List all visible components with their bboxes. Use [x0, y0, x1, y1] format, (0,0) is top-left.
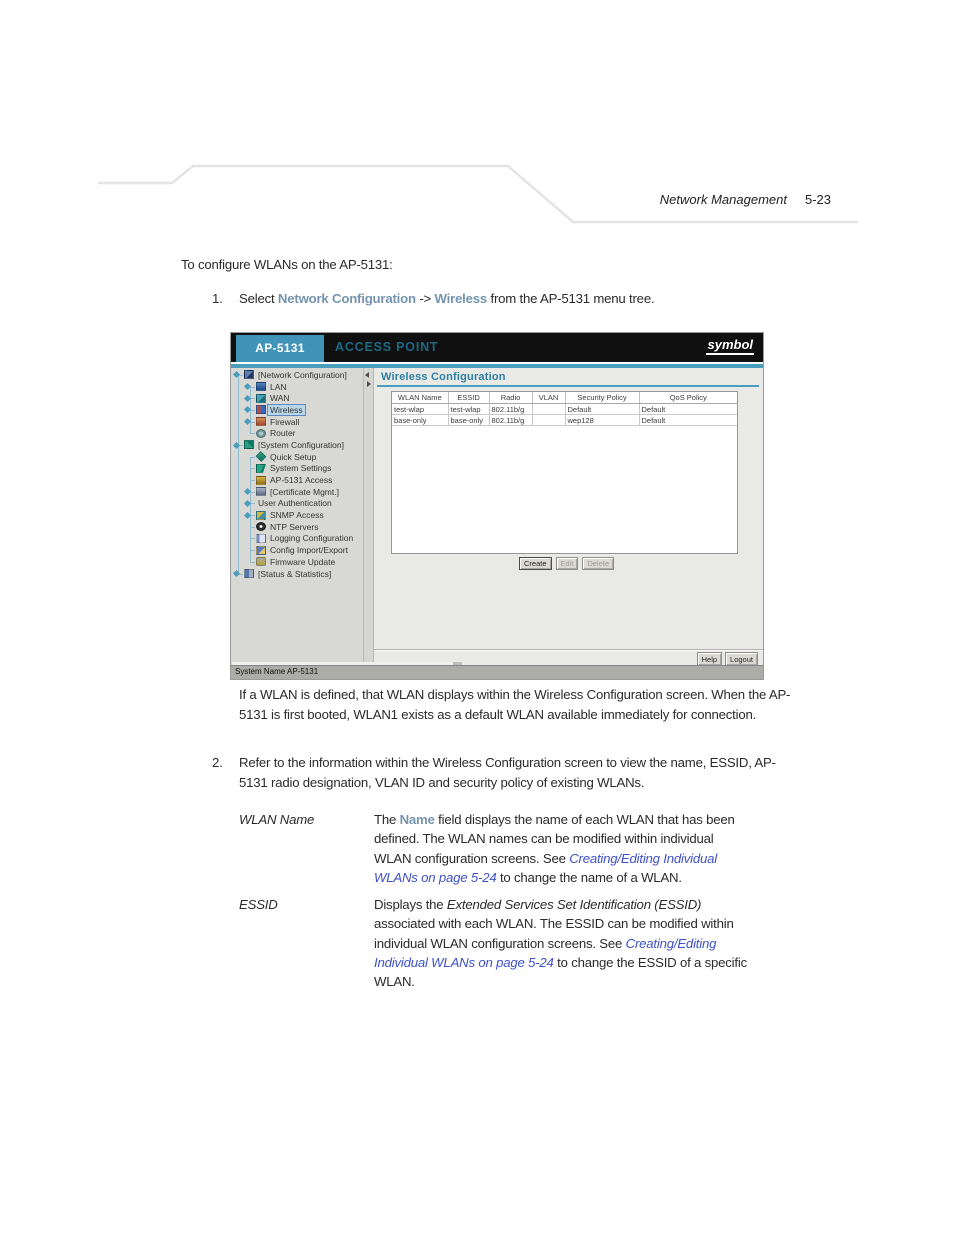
- lan-icon: [256, 382, 266, 391]
- tree-item-ntp-servers: [231, 521, 363, 533]
- certificate-mgmt-icon: [256, 487, 266, 496]
- definition-row-essid: [239, 895, 769, 991]
- cross-reference-link[interactable]: Creating/Editing Individual WLANs on page 5-24: [374, 850, 718, 885]
- firmware-update-icon: [256, 557, 266, 566]
- product-name: ACCESS POINT: [335, 340, 439, 354]
- expander-icon: [244, 406, 251, 413]
- tree-item-label: LAN: [270, 381, 287, 392]
- table-cell: base-only: [392, 415, 448, 426]
- table-cell: [532, 404, 565, 415]
- expander-icon: [244, 512, 251, 519]
- ap5131-screenshot-figure: [230, 332, 764, 680]
- router-icon: [256, 429, 266, 438]
- tree-item-system-configuration: [231, 439, 363, 451]
- delete-button: Delete: [582, 557, 614, 570]
- action-buttons: [519, 557, 614, 570]
- definition-term: ESSID: [239, 897, 278, 912]
- tree-item-label: Firewall: [270, 416, 300, 427]
- definition-row-wlan-name: [239, 810, 769, 887]
- tree-item-quick-setup: [231, 451, 363, 463]
- system-settings-icon: [256, 464, 266, 473]
- text-segment: ->: [415, 291, 435, 306]
- content-panel: [374, 368, 763, 666]
- tree-item-network-configuration: [231, 369, 363, 381]
- tree-item-status-statistics: [231, 568, 363, 580]
- wireless-icon: [256, 405, 266, 414]
- footer-buttons: [697, 652, 758, 666]
- expander-icon: [244, 395, 251, 402]
- tree-item-certificate-mgmt: [231, 486, 363, 498]
- expander-icon: [244, 383, 251, 390]
- logout-button: Logout: [725, 652, 758, 666]
- table-cell: 802.11b/g: [489, 415, 532, 426]
- column-header: Security Policy: [565, 392, 639, 404]
- tree-item-label: WAN: [270, 393, 290, 404]
- tree-item-router: [231, 427, 363, 439]
- tree-item-label: System Settings: [270, 463, 332, 474]
- page-number: 5-23: [804, 192, 831, 207]
- ap-access-icon: [256, 476, 266, 485]
- tree-item-wireless: [231, 404, 363, 416]
- tree-item-firmware-update: [231, 556, 363, 568]
- help-button: Help: [697, 652, 722, 666]
- text-segment: The: [374, 812, 400, 827]
- tree-item-ap-5131-access: [231, 474, 363, 486]
- tree-item-config-import-export: [231, 544, 363, 556]
- expander-icon: [233, 570, 240, 577]
- tree-item-firewall: [231, 416, 363, 428]
- tree-item-label: [Network Configuration]: [258, 369, 347, 380]
- expander-icon: [244, 488, 251, 495]
- text-segment: to change the ESSID of a specific WLAN.: [374, 954, 747, 990]
- page-header: [660, 192, 831, 207]
- menu-tree-panel: [231, 368, 364, 666]
- status-bar: System Name AP-5131: [231, 665, 763, 679]
- column-header: QoS Policy: [639, 392, 737, 404]
- table-row: [392, 404, 737, 415]
- table-cell: base-only: [448, 415, 489, 426]
- table-cell: test-wlap: [392, 404, 448, 415]
- title-underline: [377, 385, 759, 387]
- tree-item-label: Router: [270, 428, 296, 439]
- text-segment: Refer to the information within the Wireless Configuration screen to view the name, ESSID, AP-5131 radio designation, VLAN ID and security policy of existing WLANs.: [239, 755, 776, 790]
- expander-icon: [233, 371, 240, 378]
- tree-item-label: NTP Servers: [270, 521, 319, 532]
- tree-item-label: User Authentication: [258, 498, 332, 509]
- step-2: [212, 753, 812, 793]
- tree-item-label: Config Import/Export: [270, 545, 348, 556]
- text-segment: associated with each WLAN. The ESSID can be modified within individual WLAN configuration screens. See: [374, 916, 734, 951]
- step-text: [239, 753, 802, 793]
- column-header: Radio: [489, 392, 532, 404]
- tree-item-label: [System Configuration]: [258, 439, 344, 450]
- table-cell: test-wlap: [448, 404, 489, 415]
- expander-icon: [244, 418, 251, 425]
- tree-item-snmp-access: [231, 509, 363, 521]
- step-1: [212, 289, 812, 309]
- table-header-row: [392, 392, 737, 404]
- text-segment: to change the name of a WLAN.: [496, 869, 682, 885]
- tree-item-label: [Certificate Mgmt.]: [270, 486, 339, 497]
- expander-icon: [233, 441, 240, 448]
- tree-item-label: AP-5131 Access: [270, 475, 333, 486]
- intro-text: To configure WLANs on the AP-5131:: [181, 257, 393, 272]
- table-row: [392, 415, 737, 426]
- edit-button: Edit: [556, 557, 579, 570]
- tree-item-user-authentication: [231, 498, 363, 510]
- text-segment: Network Configuration: [277, 291, 416, 306]
- note-paragraph: If a WLAN is defined, that WLAN displays within the Wireless Configuration screen. When the AP-5131 is first booted, WLAN1 exists as a default WLAN available immediately for connection.: [239, 687, 791, 722]
- text-segment: from the AP-5131 menu tree.: [487, 291, 655, 306]
- tree-item-label: [Status & Statistics]: [258, 568, 332, 579]
- wlan-table: [392, 392, 737, 426]
- text-segment: Displays the: [374, 897, 447, 912]
- system-configuration-icon: [244, 440, 254, 449]
- table-cell: Default: [639, 404, 737, 415]
- text-segment: field displays the name of each WLAN that has been defined. The WLAN names can be modified within individual WLAN configuration screens. See: [374, 812, 735, 866]
- table-cell: wep128: [565, 415, 639, 426]
- text-segment: Select: [239, 291, 278, 306]
- tree-item-label: Quick Setup: [270, 451, 317, 462]
- column-header: ESSID: [448, 392, 489, 404]
- device-tab: AP-5131: [236, 335, 324, 362]
- tree-item-system-settings: [231, 463, 363, 475]
- table-cell: Default: [639, 415, 737, 426]
- create-button: Create: [519, 557, 552, 570]
- status-statistics-icon: [244, 569, 254, 578]
- quick-setup-icon: [256, 451, 267, 462]
- snmp-access-icon: [256, 511, 266, 520]
- definition-text: [374, 810, 754, 887]
- wan-icon: [256, 394, 266, 403]
- expander-icon: [244, 500, 251, 507]
- column-header: WLAN Name: [392, 392, 448, 404]
- table-cell: 802.11b/g: [489, 404, 532, 415]
- section-title: Network Management: [659, 192, 787, 207]
- cross-reference-link[interactable]: Creating/Editing Individual WLANs on page 5-24: [374, 935, 717, 970]
- table-cell: Default: [565, 404, 639, 415]
- titlebar: [231, 333, 763, 362]
- wlan-table-panel: [391, 391, 738, 554]
- column-header: VLAN: [532, 392, 565, 404]
- tree-item-label: Firmware Update: [270, 556, 336, 567]
- ntp-servers-icon: [256, 522, 266, 531]
- tree-item-lan: [231, 381, 363, 393]
- text-segment: Extended Services Set Identification (ESSID): [446, 897, 702, 912]
- symbol-logo: symbol: [706, 338, 754, 355]
- network-configuration-icon: [244, 370, 254, 379]
- definition-term: WLAN Name: [239, 812, 315, 827]
- tree-item-label: SNMP Access: [270, 510, 324, 521]
- tree-item-logging-configuration: [231, 533, 363, 545]
- footer-separator: [374, 649, 763, 650]
- table-cell: [532, 415, 565, 426]
- splitter: [364, 368, 374, 666]
- tree-item-label: Wireless: [270, 404, 303, 415]
- step-number: 1.: [212, 291, 223, 306]
- config-import-export-icon: [256, 546, 266, 555]
- text-segment: Wireless: [434, 291, 488, 306]
- step-number: 2.: [212, 755, 223, 770]
- tree-item-label: Logging Configuration: [270, 533, 354, 544]
- text-segment: Name: [399, 812, 435, 827]
- collapse-left-icon: [365, 372, 369, 378]
- tree-item-wan: [231, 392, 363, 404]
- logging-configuration-icon: [256, 534, 266, 543]
- step-text: [239, 289, 802, 309]
- menu-tree: [231, 368, 363, 579]
- definition-text: [374, 895, 754, 991]
- firewall-icon: [256, 417, 266, 426]
- panel-title: Wireless Configuration: [381, 371, 506, 383]
- collapse-right-icon: [367, 381, 371, 387]
